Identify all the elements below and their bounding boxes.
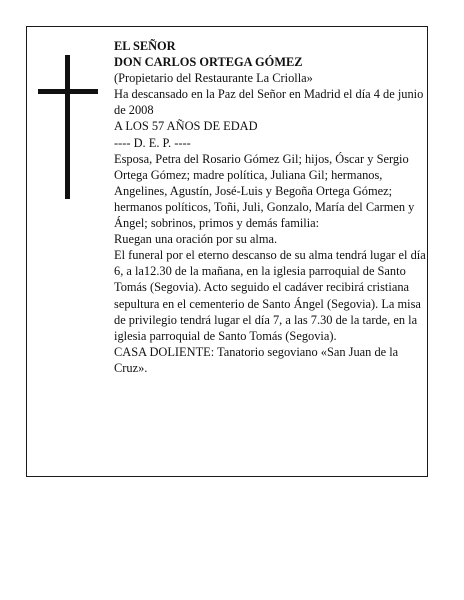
age-line: A LOS 57 AÑOS DE EDAD [114,119,258,134]
funeral-details: El funeral por el eterno descanso de su alma tendrá lugar el día 6, a la12.30 de la mañana, en la iglesia parroquial de Santo Tomás (Segovia). Acto seguido el cadáver recibirá cristiana sepultura en el cementerio de Santo Ángel (Segovia). La misa de privilegio tendrá lugar el día 7, a las 7.30 de la tarde, en la iglesia parroquial de Santo Tomás (Segovia). [114,248,426,343]
obituary-notice [26,26,428,477]
mourning-house: CASA DOLIENTE: Tanatorio segoviano «San Juan de la Cruz». [114,344,399,375]
cross-icon [38,55,98,199]
rip-line: ---- D. E. P. ---- [114,135,191,150]
heading-title: EL SEÑOR [114,39,176,53]
cross-horizontal-bar [38,89,98,94]
family-list: Esposa, Petra del Rosario Gómez Gil; hijos, Óscar y Sergio Ortega Gómez; madre política, Juliana Gil; hermanos, Angelines, Agustín, José-Luis y Begoña Ortega Gómez; hermanos políticos, Toñi, Juli, Gonzalo, María del Carmen y Ángel; sobrinos, primos y demás familia: [114,151,415,231]
affiliation: (Propietario del Restaurante La Criolla» [114,71,313,86]
death-info: Ha descansado en la Paz del Señor en Madrid el día 4 de junio de 2008 [114,87,424,118]
prayer-request: Ruegan una oración por su alma. [114,232,278,247]
deceased-name: DON CARLOS ORTEGA GÓMEZ [114,55,303,70]
notice-text [114,38,426,376]
cross-vertical-bar [65,55,70,199]
